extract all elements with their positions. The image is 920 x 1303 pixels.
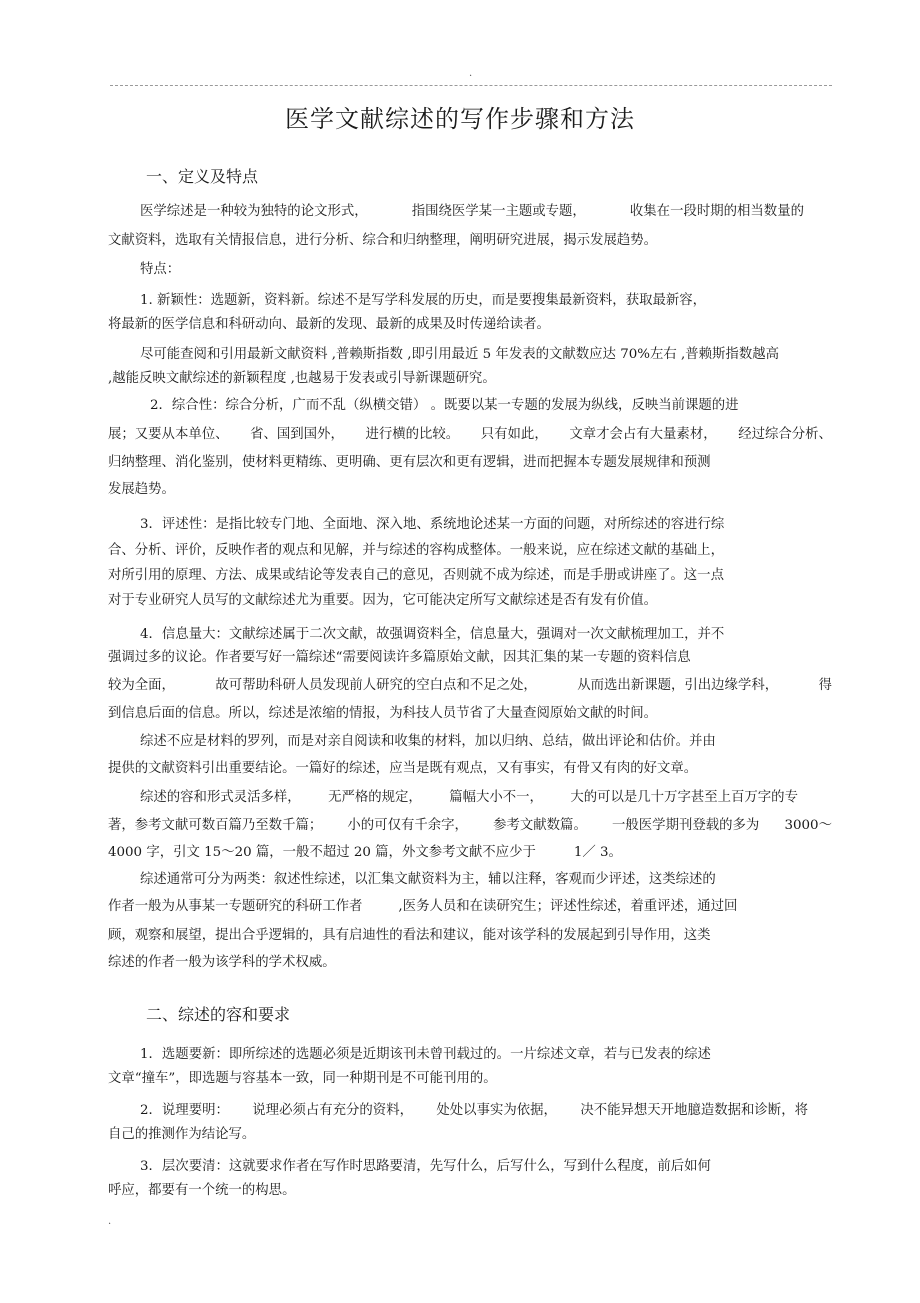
paragraph-line: 综述不应是材料的罗列，而是对亲自阅读和收集的材料，加以归纳、总结，做出评论和估价。并由: [140, 734, 716, 749]
paragraph-line: ,越能反映文献综述的新颖程度 ,也越易于发表或引导新课题研究。: [108, 371, 496, 386]
header-dot: .: [469, 68, 473, 79]
paragraph-line: 作者一般为从事某一专题研究的科研工作者 ,医务人员和在读研究生；评述性综述，着重评述，通过回: [108, 899, 738, 914]
paragraph-line: 综述的容和形式灵活多样， 无严格的规定， 篇幅大小不一， 大的可以是几十万字甚至上百万字的专: [140, 790, 798, 805]
footer-dot: .: [108, 1216, 112, 1227]
paragraph-line: 3．层次要清：这就要求作者在写作时思路要清，先写什么，后写什么，写到什么程度，前后如何: [140, 1159, 711, 1174]
document-title: 医学文献综述的写作步骤和方法: [285, 105, 635, 133]
paragraph-line: 展；又要从本单位、 省、国到国外， 进行横的比较。 只有如此， 文章才会占有大量素材， 经过综合分析、: [108, 427, 832, 442]
paragraph-line: 呼应，都要有一个统一的构思。: [108, 1183, 296, 1198]
section-heading-2: 二、综述的容和要求: [146, 1005, 291, 1024]
paragraph-line: 文章“撞车”，即选题与容基本一致，同一种期刊是不可能刊用的。: [108, 1071, 497, 1086]
paragraph-line: 特点：: [140, 262, 181, 277]
paragraph-line: 到信息后面的信息。所以，综述是浓缩的情报，为科技人员节省了大量查阅原始文献的时间。: [108, 706, 658, 721]
paragraph-line: 1. 新颖性：选题新，资料新。综述不是写学科发展的历史，而是要搜集最新资料，获取最新容，: [140, 293, 707, 308]
paragraph-line: 对所引用的原理、方法、成果或结论等发表自己的意见，否则就不成为综述，而是手册或讲座了。这一点: [108, 568, 724, 583]
paragraph-line: 强调过多的议论。作者要写好一篇综述“需要阅读许多篇原始文献，因其汇集的某一专题的资料信息: [108, 650, 691, 665]
paragraph-line: 较为全面， 故可帮助科研人员发现前人研究的空白点和不足之处， 从而选出新课题，引出边缘学科， 得: [108, 678, 832, 693]
paragraph-line: 3．评述性：是指比较专门地、全面地、深入地、系统地论述某一方面的问题，对所综述的容进行综: [140, 517, 725, 532]
section-heading-1: 一、定义及特点: [146, 167, 259, 186]
paragraph-line: 发展趋势。: [108, 482, 175, 497]
paragraph-line: 尽可能查阅和引用最新文献资料 ,普赖斯指数 ,即引用最近 5 年发表的文献数应达 70%左右 ,普赖斯指数越高: [140, 347, 779, 362]
paragraph-line: 综述通常可分为两类：叙述性综述，以汇集文献资料为主，辅以注释，客观而少评述，这类综述的: [140, 872, 716, 887]
paragraph-line: 对于专业研究人员写的文献综述尤为重要。因为，它可能决定所写文献综述是否有发有价值。: [108, 593, 658, 608]
paragraph-line: 归纳整理、消化鉴别，使材料更精练、更明确、更有层次和更有逻辑，进而把握本专题发展规律和预测: [108, 455, 711, 470]
paragraph-line: 著，参考文献可数百篇乃至数千篇； 小的可仅有千余字， 参考文献数篇。 一般医学期刊登载的多为 3000～: [108, 818, 832, 833]
paragraph-line: 将最新的医学信息和科研动向、最新的发现、最新的成果及时传递给读者。: [108, 317, 550, 332]
paragraph-line: 4000 字，引文 15～20 篇，一般不超过 20 篇，外文参考文献不应少于 1／ 3。: [108, 845, 622, 860]
paragraph-line: 综述的作者一般为该学科的学术权威。: [108, 955, 336, 970]
paragraph-line: 1．选题要新：即所综述的选题必须是近期该刊未曾刊载过的。一片综述文章，若与已发表的综述: [140, 1047, 711, 1062]
paragraph-line: 2．综合性：综合分析，广而不乱（纵横交错） 。既要以某一专题的发展为纵线，反映当前课题的进: [150, 398, 739, 413]
paragraph-line: 2．说理要明： 说理必须占有充分的资料， 处处以事实为依据， 决不能异想天开地臆造数据和诊断，将: [140, 1103, 808, 1118]
paragraph-line: 文献资料，选取有关情报信息，进行分析、综合和归纳整理，阐明研究进展，揭示发展趋势。: [108, 233, 658, 248]
paragraph-line: 合、分析、评价，反映作者的观点和见解，并与综述的容构成整体。一般来说，应在综述文献的基础上，: [108, 543, 724, 558]
paragraph-line: 顾，观察和展望，提出合乎逻辑的，具有启迪性的看法和建议，能对该学科的发展起到引导作用，这类: [108, 928, 711, 943]
paragraph-line: 提供的文献资料引出重要结论。一篇好的综述，应当是既有观点，又有事实，有骨又有肉的好文章。: [108, 761, 698, 776]
paragraph-line: 4．信息量大：文献综述属于二次文献，故强调资料全，信息量大，强调对一次文献梳理加工，并不: [140, 627, 725, 642]
header-rule: [110, 85, 832, 86]
paragraph-line: 自己的推测作为结论写。: [108, 1127, 256, 1142]
paragraph-line: 医学综述是一种较为独特的论文形式， 指围绕医学某一主题或专题， 收集在一段时期的相当数量的: [140, 204, 804, 219]
